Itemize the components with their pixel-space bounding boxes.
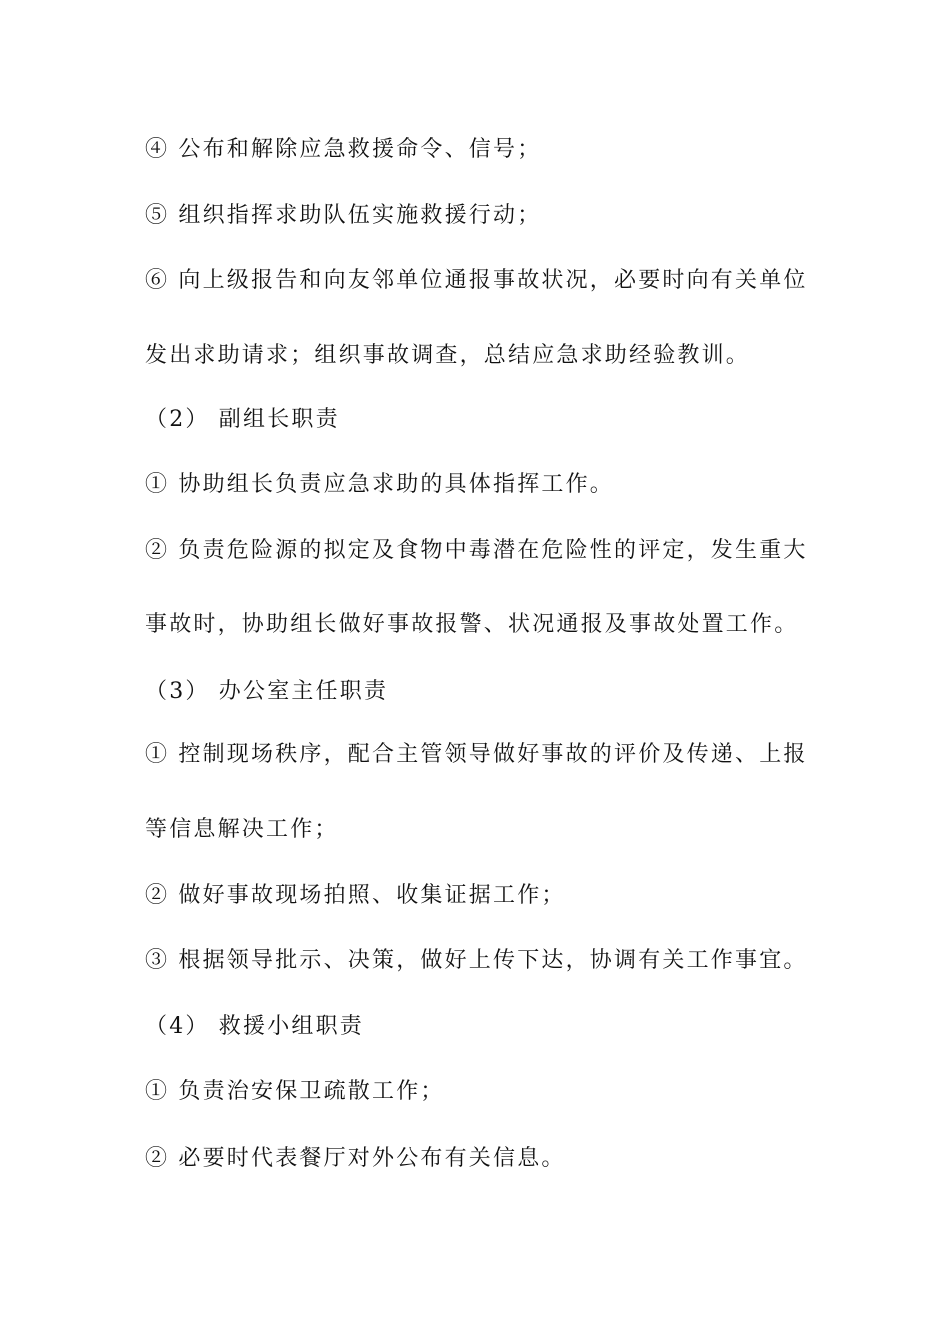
- text-line: ① 协助组长负责应急求助的具体指挥工作。: [145, 472, 614, 497]
- section-heading: （3） 办公室主任职责: [145, 679, 389, 704]
- text-line: ③ 根据领导批示、决策，做好上传下达，协调有关工作事宜。: [145, 948, 808, 973]
- text-line: ② 负责危险源的拟定及食物中毒潜在危险性的评定，发生重大: [145, 538, 808, 563]
- text-line: ① 负责治安保卫疏散工作；: [145, 1079, 445, 1104]
- text-line: ② 必要时代表餐厅对外公布有关信息。: [145, 1146, 566, 1171]
- text-line: 等信息解决工作；: [145, 817, 339, 842]
- text-line: ④ 公布和解除应急救援命令、信号；: [145, 137, 542, 162]
- text-line: ① 控制现场秩序，配合主管领导做好事故的评价及传递、上报: [145, 742, 808, 767]
- text-line: ⑥ 向上级报告和向友邻单位通报事故状况，必要时向有关单位: [145, 268, 808, 293]
- section-heading: （4） 救援小组职责: [145, 1014, 364, 1039]
- text-line: 事故时，协助组长做好事故报警、状况通报及事故处置工作。: [145, 612, 799, 637]
- text-line: ② 做好事故现场拍照、收集证据工作；: [145, 883, 566, 908]
- text-line: 发出求助请求；组织事故调查，总结应急求助经验教训。: [145, 343, 751, 368]
- text-line: ⑤ 组织指挥求助队伍实施救援行动；: [145, 203, 542, 228]
- section-heading: （2） 副组长职责: [145, 407, 340, 432]
